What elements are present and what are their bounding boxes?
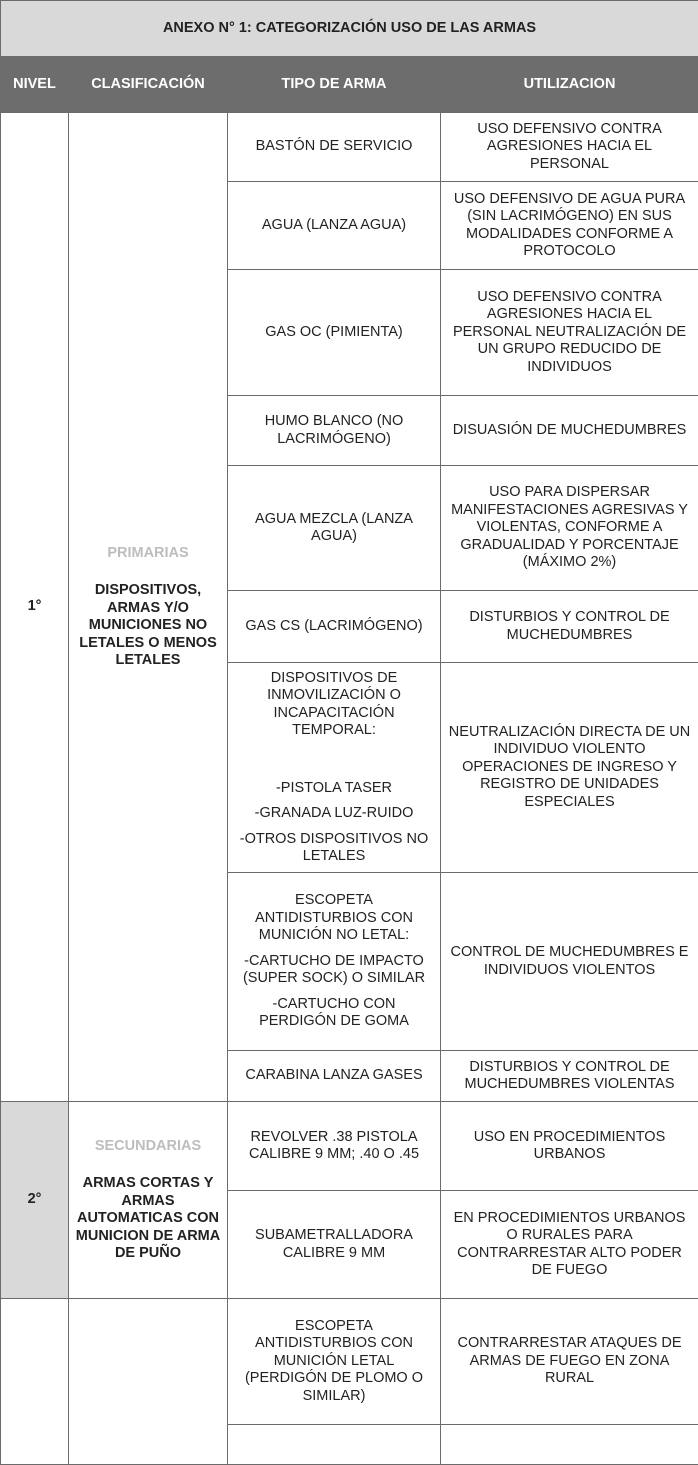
- usage: CONTRARRESTAR ATAQUES DE ARMAS DE FUEGO EN ZONA RURAL: [441, 1299, 698, 1425]
- weapon-item: -OTROS DISPOSITIVOS NO LETALES: [234, 831, 434, 866]
- category-description: ARMAS CORTAS Y ARMAS AUTOMATICAS CON MUNICION DE ARMA DE PUÑO: [75, 1175, 221, 1263]
- usage: USO PARA DISPERSAR MANIFESTACIONES AGRESIVAS Y VIOLENTAS, CONFORME A GRADUALIDAD Y PORCENTAJE (MÁXIMO 2%): [441, 466, 698, 591]
- table-row: [1, 113, 698, 182]
- header-tipo-arma: TIPO DE ARMA: [228, 57, 441, 113]
- category-description: DISPOSITIVOS, ARMAS Y/O MUNICIONES NO LETALES O MENOS LETALES: [75, 582, 221, 670]
- weapon-type: GAS OC (PIMIENTA): [228, 270, 441, 396]
- weapon-item: -PISTOLA TASER: [234, 780, 434, 798]
- level-cell: [1, 1299, 69, 1465]
- weapon-type: BASTÓN DE SERVICIO: [228, 113, 441, 182]
- weapon-type: ESCOPETA ANTIDISTURBIOS CON MUNICIÓN LETAL (PERDIGÓN DE PLOMO O SIMILAR): [228, 1299, 441, 1425]
- weapon-item: -CARTUCHO CON PERDIGÓN DE GOMA: [234, 996, 434, 1031]
- category-label: PRIMARIAS: [75, 545, 221, 563]
- weapon-item: -GRANADA LUZ-RUIDO: [234, 805, 434, 823]
- usage: USO EN PROCEDIMIENTOS URBANOS: [441, 1102, 698, 1191]
- usage: DISTURBIOS Y CONTROL DE MUCHEDUMBRES VIOLENTAS: [441, 1051, 698, 1102]
- weapon-type: [228, 663, 441, 873]
- classification-cell: [69, 113, 228, 1102]
- weapon-type-heading: DISPOSITIVOS DE INMOVILIZACIÓN O INCAPACITACIÓN TEMPORAL:: [234, 670, 434, 740]
- classification-cell: [69, 1102, 228, 1299]
- header-clasificacion: CLASIFICACIÓN: [69, 57, 228, 113]
- usage: [441, 1425, 698, 1465]
- weapon-item: -CARTUCHO DE IMPACTO (SUPER SOCK) O SIMILAR: [234, 953, 434, 988]
- header-nivel: NIVEL: [1, 57, 69, 113]
- classification-cell: [69, 1299, 228, 1465]
- category-label: SECUNDARIAS: [75, 1138, 221, 1156]
- usage: USO DEFENSIVO CONTRA AGRESIONES HACIA EL PERSONAL NEUTRALIZACIÓN DE UN GRUPO REDUCIDO DE INDIVIDUOS: [441, 270, 698, 396]
- weapon-type: REVOLVER .38 PISTOLA CALIBRE 9 MM; .40 O .45: [228, 1102, 441, 1191]
- weapon-type: SUBAMETRALLADORA CALIBRE 9 MM: [228, 1191, 441, 1299]
- table-row: [1, 1299, 698, 1425]
- table-title: ANEXO N° 1: CATEGORIZACIÓN USO DE LAS ARMAS: [1, 1, 698, 57]
- level-cell: 2°: [1, 1102, 69, 1299]
- weapon-type: GAS CS (LACRIMÓGENO): [228, 591, 441, 663]
- usage: CONTROL DE MUCHEDUMBRES E INDIVIDUOS VIOLENTOS: [441, 873, 698, 1051]
- table-row: [1, 1102, 698, 1191]
- usage: NEUTRALIZACIÓN DIRECTA DE UN INDIVIDUO VIOLENTO OPERACIONES DE INGRESO Y REGISTRO DE UNIDADES ESPECIALES: [441, 663, 698, 873]
- weapon-type: AGUA (LANZA AGUA): [228, 182, 441, 270]
- weapon-type-heading: ESCOPETA ANTIDISTURBIOS CON MUNICIÓN NO LETAL:: [234, 892, 434, 945]
- weapon-type: [228, 1425, 441, 1465]
- weapon-type: CARABINA LANZA GASES: [228, 1051, 441, 1102]
- usage: DISUASIÓN DE MUCHEDUMBRES: [441, 396, 698, 466]
- level-cell: 1°: [1, 113, 69, 1102]
- usage: USO DEFENSIVO CONTRA AGRESIONES HACIA EL PERSONAL: [441, 113, 698, 182]
- weapon-type: [228, 873, 441, 1051]
- weapon-type: AGUA MEZCLA (LANZA AGUA): [228, 466, 441, 591]
- usage: DISTURBIOS Y CONTROL DE MUCHEDUMBRES: [441, 591, 698, 663]
- header-utilizacion: UTILIZACION: [441, 57, 698, 113]
- weapon-type: HUMO BLANCO (NO LACRIMÓGENO): [228, 396, 441, 466]
- usage: USO DEFENSIVO DE AGUA PURA (SIN LACRIMÓGENO) EN SUS MODALIDADES CONFORME A PROTOCOLO: [441, 182, 698, 270]
- usage: EN PROCEDIMIENTOS URBANOS O RURALES PARA CONTRARRESTAR ALTO PODER DE FUEGO: [441, 1191, 698, 1299]
